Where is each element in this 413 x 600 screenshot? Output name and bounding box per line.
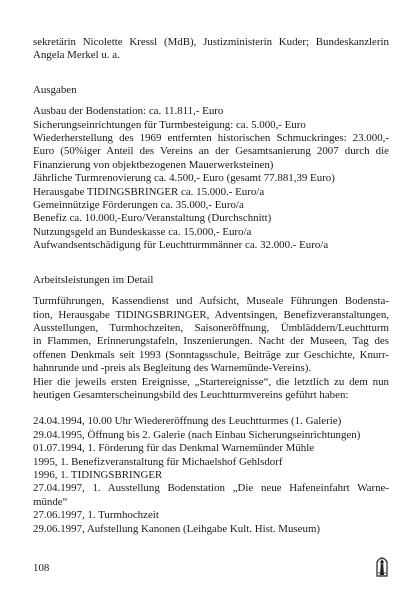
text-line: Hier die jeweils ersten Ereignisse, „Startereignisse“, die letztlich zu dem nun [33,375,389,388]
text-line: tion, Herausgabe TIDINGSBRINGER, Adventsingen, Benefizveranstaltungen, [33,308,389,321]
events-list [33,415,389,536]
ausgaben-list [33,105,389,252]
text-line: hahnrunde und -preis als Begleitung des Warnemünde-Vereins). [33,362,312,375]
section-heading-arbeitsleistungen: Arbeitsleistungen im Detail [33,273,154,286]
text-line: Ausstellungen, Turmhochzeiten, Saisoneröffnung, Ümbläddern/Leuchtturm [33,321,389,334]
page-body [33,36,389,536]
event-item: 1995, 1. Benefizveranstaltung für Michaelshof Gehlsdorf [33,455,283,468]
section-heading-ausgaben: Ausgaben [33,83,77,96]
event-item: 29.06.1997, Aufstellung Kanonen (Leihgabe Kult. Hist. Museum) [33,522,321,535]
text-line: sekretärin Nicolette Kressl (MdB), Justizministerin Kuder; Bundeskanzlerin [33,36,389,48]
list-item: Ausbau der Bodenstation: ca. 11.811,- Euro [33,105,224,118]
list-item: Finanzierung von objektbezogenen Mauerwerksteinen) [33,158,274,171]
intro-text [33,36,389,63]
event-item: 27.04.1997, 1. Ausstellung Bodenstation „Die neue Hafeneinfahrt Warne- [33,482,389,495]
list-item: Jährliche Turmrenovierung ca. 4.500,- Euro (gesamt 77.881,39 Euro) [33,172,335,185]
event-item: münde“ [33,495,68,508]
text-line: heutigen Gesamterscheinungsbild des Leuchtturmvereins geführt haben: [33,388,349,401]
arbeit-paragraph [33,295,389,402]
list-item: Gemeinnützige Förderungen ca. 35.000,- Euro/a [33,199,244,212]
list-item: Wiederherstellung des 1969 entfernten historischen Schmuckringes: 23.000,- [33,132,389,145]
page-number: 108 [33,562,50,574]
list-item: Euro (50%iger Anteil des Vereins an der Gesamtsanierung 2007 durch die [33,145,389,158]
event-item: 29.04.1995, Öffnung bis 2. Galerie (nach Einbau Sicherungseinrichtungen) [33,428,361,441]
text-line: Turmführungen, Kassendienst und Aufsicht, Museale Führungen Bodensta- [33,295,389,308]
event-item: 24.04.1994, 10.00 Uhr Wiedereröffnung des Leuchtturmes (1. Galerie) [33,415,342,428]
lighthouse-emblem-icon [374,553,390,577]
text-line: offenen Denkmals seit 1993 (Sonntagsschule, Beiträge zur Geschichte, Knurr- [33,348,389,361]
list-item: Benefiz ca. 10.000,-Euro/Veranstaltung (Durchschnitt) [33,212,272,225]
list-item: Sicherungseinrichtungen für Turmbesteigung: ca. 5.000,- Euro [33,118,306,131]
event-item: 01.07.1994, 1. Förderung für das Denkmal Warnemünder Mühle [33,442,315,455]
list-item: Nutzungsgeld an Bundeskasse ca. 15.000,- Euro/a [33,225,252,238]
event-item: 1996, 1. TIDINGSBRINGER [33,468,163,481]
text-line: in Flammen, Erinnerungstafeln, Inszenierungen. Nacht der Museen, Tag des [33,335,389,348]
text-line: Angela Merkel u. a. [33,49,120,62]
list-item: Herausgabe TIDINGSBRINGER ca. 15.000.- Euro/a [33,185,265,198]
event-item: 27.06.1997, 1. Turmhochzeit [33,509,159,522]
list-item: Aufwandsentschädigung für Leuchtturmmänner ca. 32.000.- Euro/a [33,239,329,252]
